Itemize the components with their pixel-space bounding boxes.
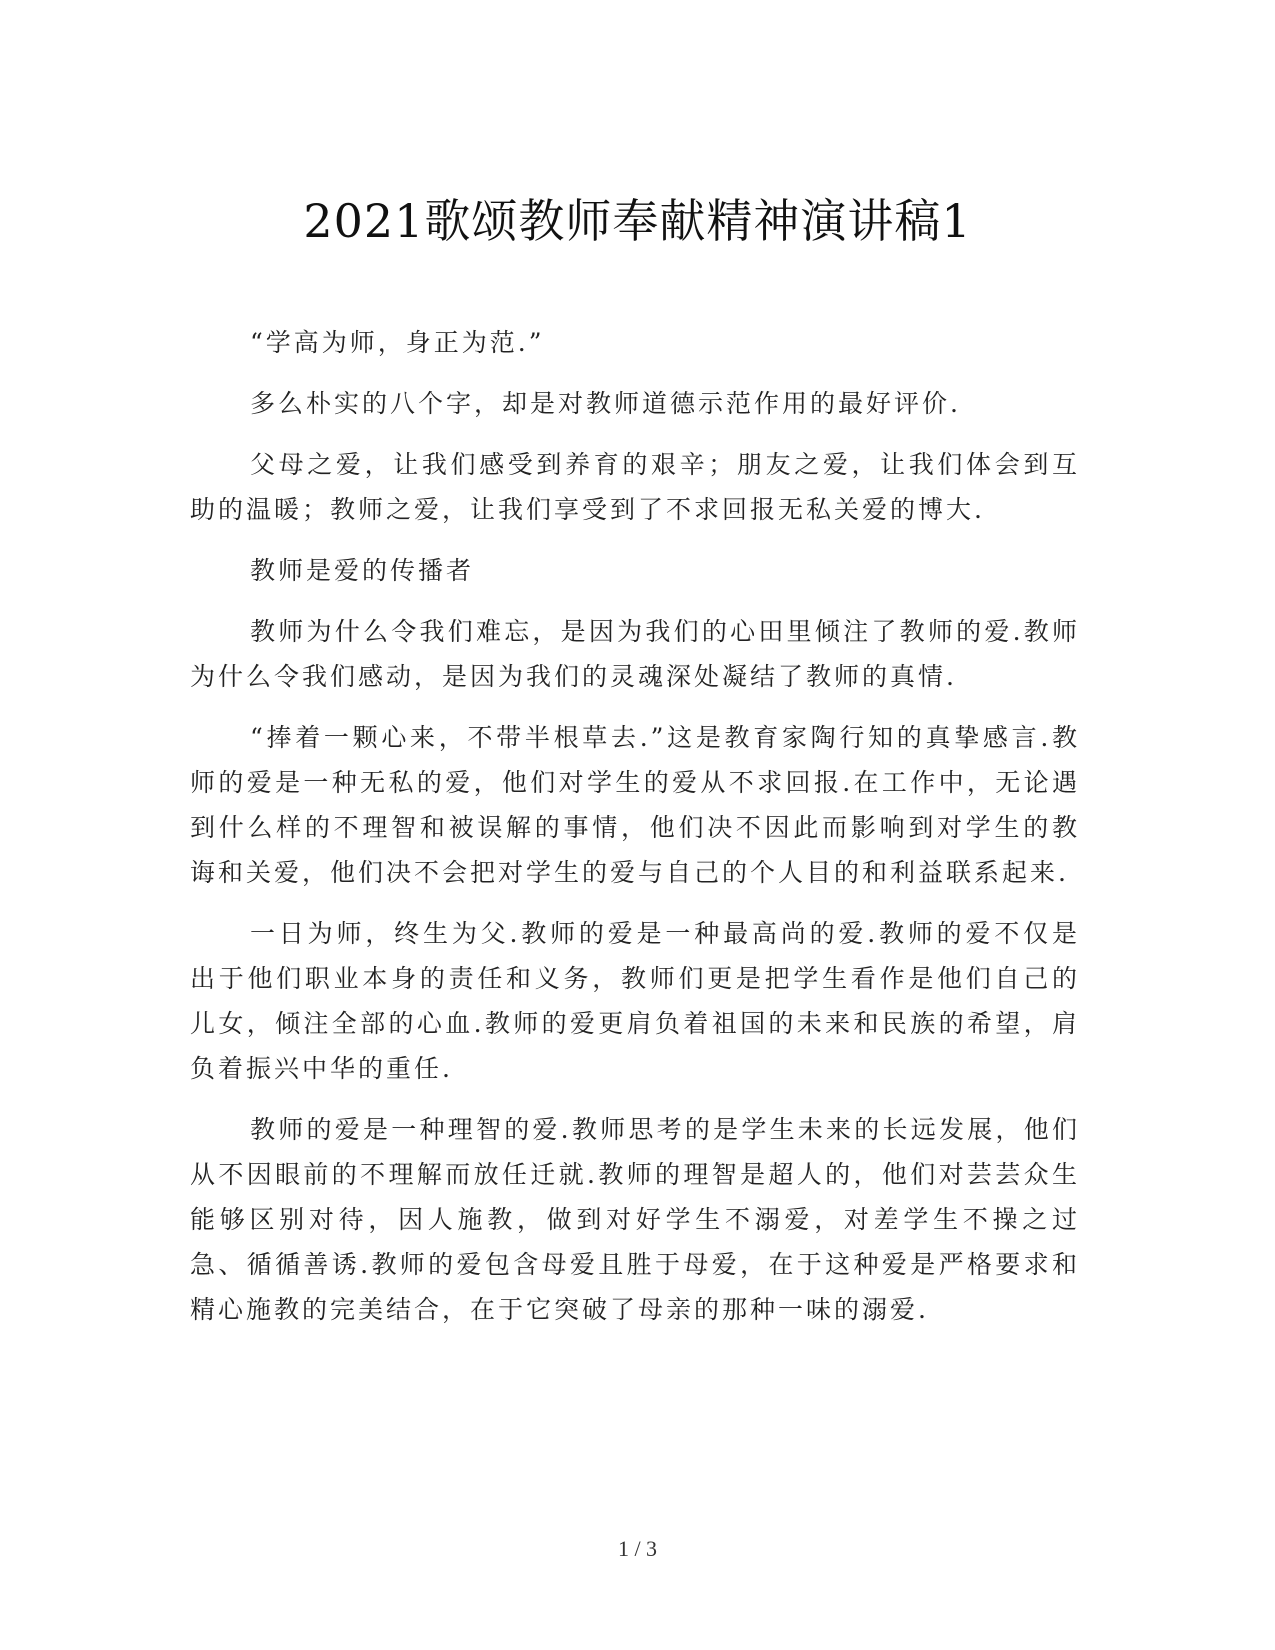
section-heading: 教师是爱的传播者: [250, 556, 475, 585]
paragraph: 多么朴实的八个字，却是对教师道德示范作用的最好评价.: [250, 389, 961, 418]
page-title: 2021歌颂教师奉献精神演讲稿1: [303, 193, 972, 248]
document-body: [190, 320, 1080, 1348]
paragraph: 教师为什么令我们难忘，是因为我们的心田里倾注了教师的爱.教师为什么令我们感动，是因为我们的灵魂深处凝结了教师的真情.: [190, 617, 1080, 691]
paragraph: 父母之爱，让我们感受到养育的艰辛；朋友之爱，让我们体会到互助的温暖；教师之爱，让我们享受到了不求回报无私关爱的博大.: [190, 450, 1080, 524]
paragraph: 一日为师，终生为父.教师的爱是一种最高尚的爱.教师的爱不仅是出于他们职业本身的责任和义务，教师们更是把学生看作是他们自己的儿女，倾注全部的心血.教师的爱更肩负着祖国的未来和民族的希望，肩负着振兴中华的重任.: [190, 919, 1080, 1083]
paragraph: “捧着一颗心来，不带半根草去.”这是教育家陶行知的真挚感言.教师的爱是一种无私的爱，他们对学生的爱从不求回报.在工作中，无论遇到什么样的不理智和被误解的事情，他们决不因此而影响到对学生的教诲和关爱，他们决不会把对学生的爱与自己的个人目的和利益联系起来.: [190, 723, 1080, 887]
paragraph: “学高为师，身正为范.”: [250, 328, 545, 357]
page-number: 1 / 3: [617, 1536, 658, 1561]
paragraph: 教师的爱是一种理智的爱.教师思考的是学生未来的长远发展，他们从不因眼前的不理解而放任迁就.教师的理智是超人的，他们对芸芸众生能够区别对待，因人施教，做到对好学生不溺爱，对差学生不操之过急、循循善诱.教师的爱包含母爱且胜于母爱，在于这种爱是严格要求和精心施教的完美结合，在于它突破了母亲的那种一味的溺爱.: [190, 1115, 1080, 1324]
